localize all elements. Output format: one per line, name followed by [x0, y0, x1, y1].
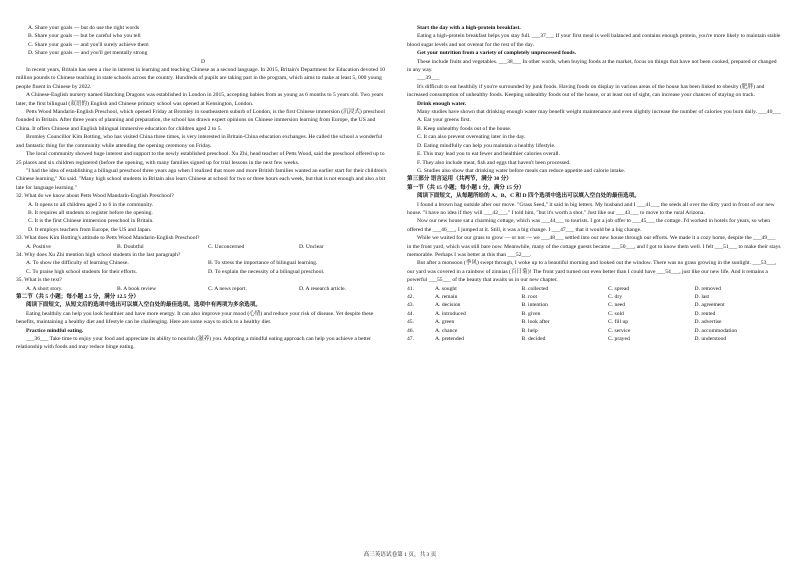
- option-line: D. Share your goals — and you'll get mentally strong: [28, 50, 148, 57]
- option: B. root: [521, 294, 538, 300]
- option: B. collected: [521, 285, 549, 292]
- choice-line: F. They also include meat, fish and eggs that haven't been processed.: [417, 159, 571, 166]
- option-line: C. Share your goals — and you'll surely achieve them: [28, 41, 149, 48]
- paragraph: Petts Wood Mandarin-English Preschool, which opened Friday at Bromley in southeastern suburb of London, is the first Chinese immersion (沉浸式) preschool founded in Britain. After three years of planning and preparation, the school has drawn expert opinions on Chinese immersion learning from Europe, the US and China. It offers Chinese and English bilingual immersive education for children aged 2 to 5.: [16, 109, 385, 132]
- part-title: 第三部分 语言运用（共两节，满分 30 分）: [407, 176, 512, 183]
- paragraph: While we waited for our grass to grow — or not — we ___48___ settled into our new house through our efforts. We made it a cozy home, despite the ___49___ in the front yard, which was still bare now. Meanwhile, many of the cottage guests became ___50___, and I got to know them well. I felt ___51___ to make their stays memorable. Perhaps I was better at this than ___52___.: [407, 235, 781, 258]
- paragraph: ___36___ Take time to enjoy your food and appreciate its ability to nourish (滋养) you. Adopting a mindful eating approach can help you achieve a better relationship with foods and may reduce binge eating.: [16, 336, 371, 351]
- option-line: D. It employs teachers from Europe, the US and Japan.: [28, 226, 152, 233]
- choice-row: [407, 310, 781, 318]
- option: A. green: [435, 319, 455, 326]
- option-line: B. It requires all students to register before the opening.: [28, 209, 153, 216]
- choice-line: G. Studies also show that drinking water before meals can reduce appetite and calorie intake.: [417, 167, 626, 174]
- option: D. advertise: [694, 319, 722, 326]
- option-line: C. It is the first Chinese immersion preschool in Britain.: [28, 218, 154, 225]
- paragraph: Eating a high-protein breakfast helps you stay full. ___37___ If your first meal is well balanced and contains enough protein, you're more likely to maintain stable blood sugar levels and not overeat for the rest of the day.: [407, 33, 781, 48]
- option: A. sought: [435, 285, 457, 292]
- choice-line: D. Eating mindfully can help you maintain a healthy lifestyle.: [417, 142, 556, 149]
- option: C. dry: [608, 294, 622, 300]
- option: C. A news report.: [208, 285, 247, 292]
- question-number: 44.: [407, 310, 414, 317]
- option: B. Doubtful: [117, 243, 144, 250]
- paragraph: I found a brown bag outside after our move. "Grass Seed," it said in big letters. My husband and I ___41___ the seeds all over the dirty yard in front of our new house. "I have no idea if they will ___42___," I told him, "but it's worth a shot." Just like our ___43___ to move to the rural Arizona.: [407, 201, 775, 216]
- option: D. understood: [694, 336, 727, 343]
- passage-label: D: [200, 58, 206, 65]
- option: A. remain: [435, 294, 458, 300]
- options-row: [16, 243, 390, 251]
- option: D. Unclear: [299, 243, 324, 250]
- paragraph: Many studies have shown that drinking enough water may benefit weight maintenance and even slightly increase the number of calories you burn daily. ___40___: [417, 109, 781, 116]
- question-33: 33. What does Kim Botting's attitude to Petts Wood Mandarin-English Preschool?: [16, 235, 200, 242]
- option: B. A book review: [117, 285, 157, 292]
- paragraph: Bromley Councillor Kim Botting, who has visited China three times, is very interested in Britain-China education exchanges. He called the school a wonderful and fantastic thing for the community while attending the opening ceremony on Friday.: [16, 134, 383, 149]
- choice-line: B. Keep unhealthy foods out of the house.: [417, 125, 512, 132]
- question-number: 43.: [407, 302, 414, 309]
- paragraph: "I had the idea of establishing a bilingual preschool three years ago when I realized that more and more British families wanted an earlier start for their children's Chinese learning," Xu said. "Many high school students in Britain also learn Chinese at school for two or three hours each week, but that is not enough and also a bit late for language learning.": [16, 167, 387, 191]
- option: C. fill up: [608, 319, 629, 326]
- option: B. help: [521, 327, 538, 334]
- choice-row: [407, 327, 781, 335]
- subheading: Drink enough water.: [417, 100, 467, 107]
- option: D. removed: [694, 285, 721, 292]
- option-line: A. It opens to all children aged 2 to 6 in the community.: [28, 201, 154, 208]
- option: D. To explain the necessity of a bilingual preschool.: [208, 268, 325, 275]
- question-32: 32. What do we know about Petts Wood Mandarin-English Preschool?: [16, 193, 174, 200]
- option: A. To show the difficulty of learning Chinese.: [26, 260, 129, 267]
- question-number: 42.: [407, 294, 414, 300]
- question-35: 35. What is the text?: [16, 277, 63, 284]
- right-column: [407, 24, 781, 343]
- options-row: [16, 259, 390, 276]
- choice-row: [407, 285, 781, 293]
- choice-line: A. Eat your greens first.: [417, 117, 471, 124]
- paragraph: The local community showed huge interest and support to the newly established preschool. Xu Zhi, head teacher of Petts Wood, said the preschool offered up to 25 places and six children registered (before the opening, with many families signed up for trial lessons in the next few weeks.: [16, 151, 385, 166]
- option: D. rented: [694, 310, 716, 317]
- option: B. intention: [521, 302, 548, 309]
- option: C. sold: [608, 310, 624, 317]
- paragraph: But after a monsoon (季风) swept through, I woke up to a beautiful morning and looked out the window. There was no grass growing in the sunlight. ___53___, our yard was covered in a rainbow of zinnias (百日菊)! The front yard turned out even better than I could have ___54___, just like our new life. And it remains a powerful ___55___ of the beauty that awaits us in our new chapter.: [407, 260, 777, 284]
- option: D. A research article.: [299, 285, 347, 292]
- paragraph: Now our new house sat a charming cottage, which was ___44___ to tourists. I got a job offer to ___45___ the cottage. I'd worked in hotels for years, so when offered the ___46___, I jumped at it. Still, it was a big change. I ___47___ that it would be a big change.: [407, 218, 771, 233]
- option: D. accommodation: [694, 327, 738, 334]
- option: C. To praise high school students for their efforts.: [26, 268, 137, 275]
- option: A. chance: [435, 327, 458, 334]
- question-number: 41.: [407, 285, 414, 292]
- option: C. need: [608, 302, 626, 309]
- paragraph: It's difficult to eat healthily if you're surrounded by junk foods. Having foods on display in various areas of the house has been linked to obesity (肥胖) and increased consumption of unhealthy foods. Keeping unhealthy foods out of the house, or at least out of sight, can increase your chances of staying on track.: [407, 83, 765, 99]
- section-instructions: 阅读下面短文，从每题所给的 A、B、C 和 D 四个选项中选出可以填入空白处的最佳选项。: [417, 193, 640, 200]
- section-title: 第二节（共 5 小题；每小题 2.5 分，满分 12.5 分）: [16, 294, 140, 300]
- subheading: Start the day with a high-protein breakfast.: [417, 25, 521, 31]
- option: B. look after: [521, 319, 550, 326]
- option: B. To stress the importance of bilingual learning.: [208, 260, 318, 267]
- page-footer: 高三英语试卷第 1 页，共 3 页: [363, 552, 437, 558]
- option: A. decision: [435, 302, 461, 309]
- option: C. service: [608, 327, 631, 334]
- question-34: 34. Why does Xu Zhi mention high school students in the last paragraph?: [16, 251, 181, 258]
- option: A. introduced: [435, 310, 466, 317]
- choice-line: E. This may lead you to eat fewer and healthier calories overall.: [417, 151, 560, 158]
- option: A. pretended: [435, 336, 464, 343]
- blank-39: ___39___: [417, 75, 440, 82]
- option: A. A short story.: [26, 285, 63, 292]
- left-column: [16, 24, 390, 352]
- option: D. agreement: [694, 302, 725, 309]
- subheading: Get your nutrition from a variety of completely unprocessed foods.: [417, 50, 577, 57]
- question-number: 46.: [407, 327, 414, 334]
- paragraph: Eating healthily can help you look healthier and have more energy. It can also improve your mood (心情) and reduce your risk of disease. Yet despite these benefits, maintaining a healthy diet and lifestyle can be challenging. Here are some ways to stick to a healthy diet.: [16, 310, 374, 326]
- paragraph: In recent years, Britain has seen a rise in interest in learning and teaching Chinese as a second language. In 2015, Britain's Department for Education devoted 10 million pounds to Chinese teaching in state schools across the country. Hundreds of pupils are taking part in the program, which aims to make at least 5, 000 young people fluent in Chinese by 2022.: [16, 67, 386, 90]
- section-title: 第一节（共 15 小题；每小题 1 分，满分 15 分）: [407, 184, 525, 191]
- question-number: 47.: [407, 336, 414, 343]
- option: B. decided: [521, 336, 546, 343]
- paragraph: A Chinese-English nursery named Hatching Dragons was established in London in 2015, accepting babies from as young as 6 months to 5 years old. Two years later, the first bilingual (双语的) English and Chinese primary school was opened at Kensington, London.: [16, 92, 384, 107]
- choice-row: [407, 318, 781, 326]
- choice-line: C. It can also prevent overeating later in the day.: [417, 134, 526, 141]
- option: C. prayed: [608, 336, 630, 343]
- option: A. Positive: [26, 243, 51, 250]
- option: D. last: [694, 294, 710, 300]
- option: C. Unconcerned: [208, 243, 245, 250]
- question-number: 45.: [407, 319, 414, 326]
- choice-row: [407, 335, 781, 343]
- choice-row: [407, 301, 781, 309]
- choice-row: [407, 293, 781, 301]
- paragraph: These include fruits and vegetables. ___38___ In other words, when buying foods at the market, focus on things that have not been cooked, prepared or changed in any way.: [407, 58, 777, 74]
- option-line: A. Share your goals — but do use the right words: [28, 25, 140, 31]
- option-line: B. Share your goals — but be careful who you tell: [28, 33, 141, 40]
- options-row: [16, 285, 390, 293]
- subheading: Practice mindful eating.: [26, 327, 84, 334]
- section-instructions: 阅读下面短文，从短文后的选项中选出可以填入空白处的最佳选项。选项中有两项为多余选项。: [26, 302, 261, 309]
- option: C. spread: [608, 285, 630, 292]
- option: B. given: [521, 310, 541, 317]
